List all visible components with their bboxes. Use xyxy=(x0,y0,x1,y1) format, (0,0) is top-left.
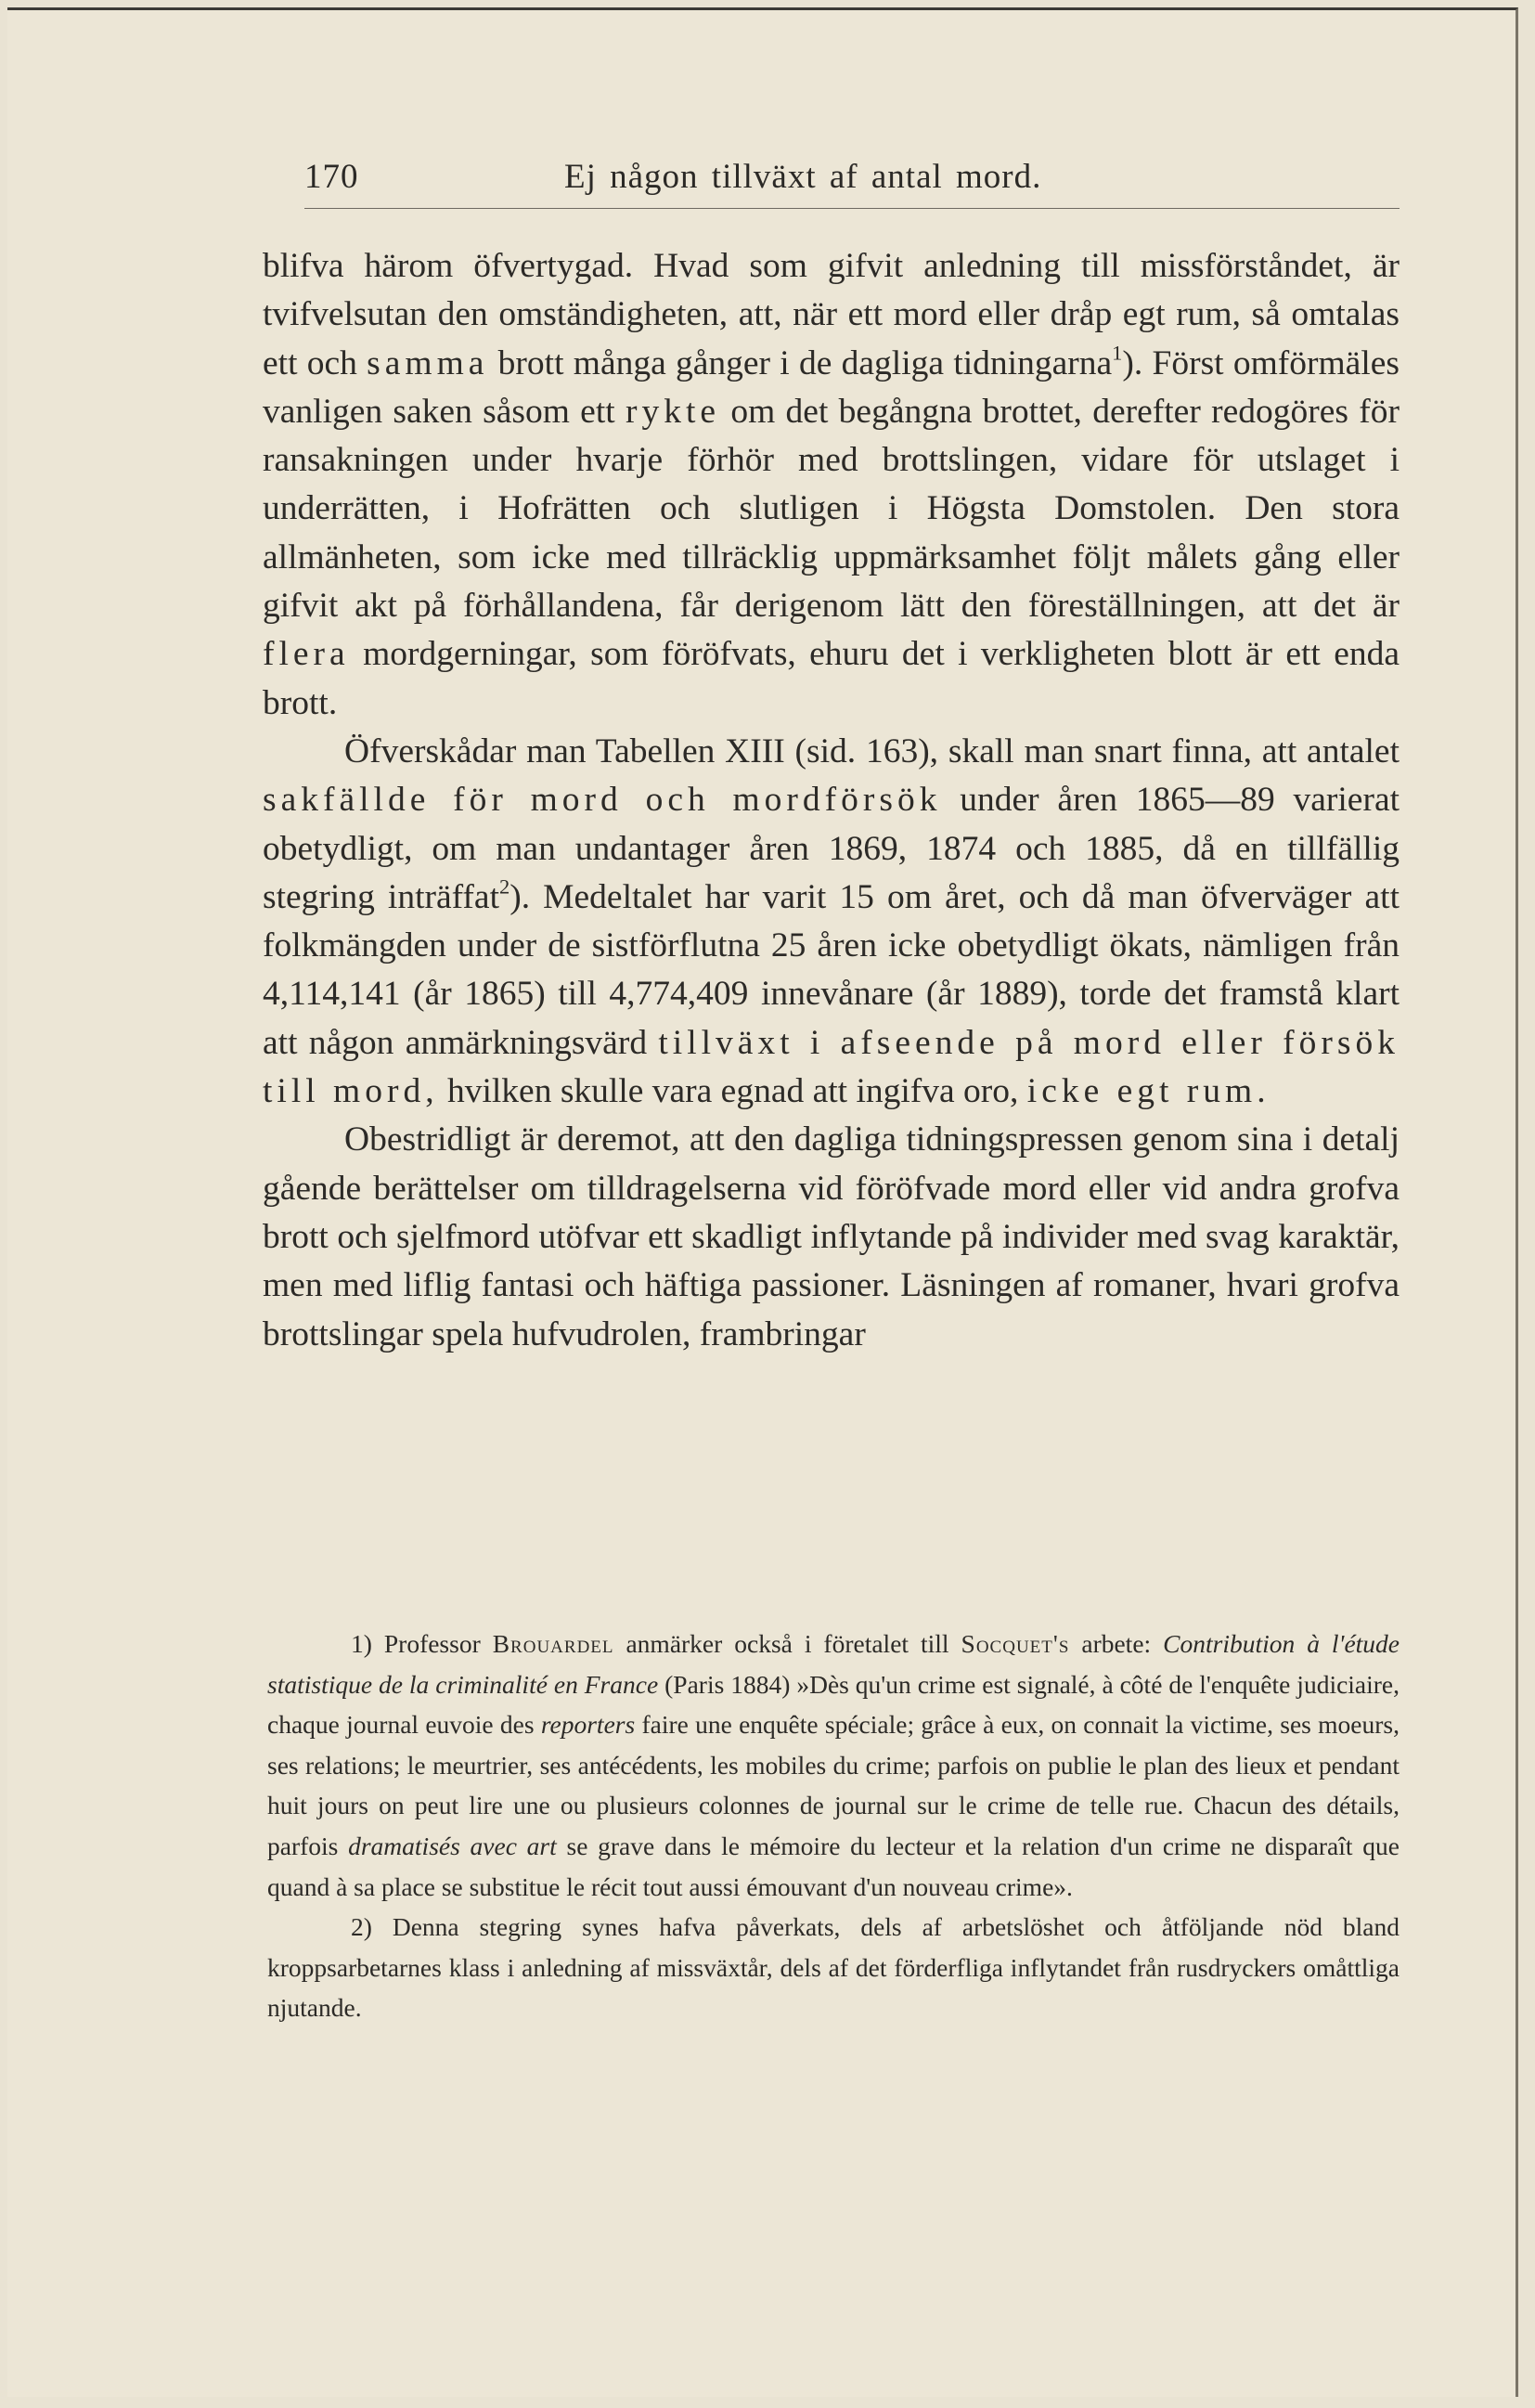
spaced-emphasis: sakfällde för mord och mordförsök xyxy=(263,781,942,820)
header-rule xyxy=(304,208,1400,209)
spaced-emphasis: tillväxt i afseende på mord eller försök till mord, xyxy=(263,1023,1400,1111)
footnote-1: 1) Professor Brouardel anmärker också i företalet till Socquet's arbete: Contribution à l'étude statistique de la criminalité en France (Paris 1884) »Dès qu'un crime est signalé, à côté de l'enquête judiciaire, chaque journal euvoie des reporters faire une enquête spéciale; grâce à eux, on connait la victime, ses moeurs, ses relations; le meurtrier, ses antécédents, les mobiles du crime; parfois on publie le plan des lieux et pendant huit jours on peut lire une ou plusieurs colonnes de journal sur le crime de telle rue. Chacun des détails, parfois dramatisés avec art se grave dans le mémoire du lecteur et la relation d'un crime ne disparaît que quand à sa place se substitue le récit tout aussi émouvant d'un nouveau crime». xyxy=(267,1629,1400,1901)
spaced-emphasis: rykte xyxy=(625,392,721,431)
main-text xyxy=(263,242,1400,1359)
spaced-emphasis: flera xyxy=(263,635,350,674)
author-name: Brouardel xyxy=(492,1629,614,1658)
paragraph-2: Öfverskådar man Tabellen XIII (sid. 163), skall man snart finna, att antalet sakfällde för mord och mordförsök under åren 1865—89 varierat obetydligt, om man undantager åren 1869, 1874 och 1885, då en tillfällig stegring inträffat$^2$). Medeltalet har varit 15 om året, och då man öfverväger att folkmängden under de sistförflutna 25 åren icke obetydligt ökats, nämligen från 4,114,141 (år 1865) till 4,774,409 innevånare (år 1889), torde det framstå klart att någon anmärkningsvärd tillväxt i afseende på mord eller försök till mord, hvilken skulle vara egnad att ingifva oro, icke egt rum. xyxy=(263,731,1400,1111)
spaced-emphasis: icke egt rum. xyxy=(1026,1072,1271,1111)
spaced-emphasis: samma xyxy=(367,343,489,382)
footnote-ref-2[interactable]: 2 xyxy=(498,874,510,899)
footnote-ref-1[interactable]: 1 xyxy=(1112,340,1123,364)
paragraph-3: Obestridligt är deremot, att den dagliga tidningspressen genom sina i detalj gående berättelser om tilldragelserna vid föröfvade mord eller vid andra grofva brott och sjelfmord utöfvar ett skadligt inflytande på individer med svag karaktär, men med liflig fantasi och häftiga passioner. Läsningen af romaner, hvari grofva brottslingar spela hufvudrolen, frambringar xyxy=(263,1120,1400,1353)
page-number: 170 xyxy=(304,158,359,196)
book-page xyxy=(7,7,1518,2397)
running-title: Ej någon tillväxt af antal mord. xyxy=(564,158,1042,196)
italic-term: dramatisés avec art xyxy=(348,1831,557,1860)
italic-term: reporters xyxy=(540,1710,636,1740)
paragraph-1: blifva härom öfvertygad. Hvad som gifvit anledning till missförståndet, är tvifvelsutan den omständigheten, att, när ett mord eller dråp egt rum, så omtalas ett och samma brott många gånger i de dagliga tidningarna$^1$). Först omförmäles vanligen saken såsom ett rykte om det begångna brottet, derefter redogöres för ransakningen under hvarje förhör med brottslingen, vidare för utslaget i underrätten, i Hofrätten och slutligen i Högsta Domstolen. Den stora allmänheten, som icke med tillräcklig uppmärksamhet följt målets gång eller gifvit akt på förhållandena, får derigenom lätt den föreställningen, att det är flera mordgerningar, som föröfvats, ehuru det i verkligheten blott är ett enda brott. xyxy=(263,247,1400,722)
footnotes xyxy=(267,1624,1400,2028)
footnote-2: 2) Denna stegring synes hafva påverkats, dels af arbetslöshet och åtföljande nöd bland kroppsarbetarnes klass i anledning af missväxtår, dels af det förderfliga inflytandet från rusdryckers omåttliga njutande. xyxy=(267,1912,1400,2023)
author-name: Socquet's xyxy=(961,1629,1070,1658)
page-header xyxy=(304,157,1400,203)
work-title: Contribution à l'étude statistique de la criminalité en France xyxy=(267,1629,1400,1699)
